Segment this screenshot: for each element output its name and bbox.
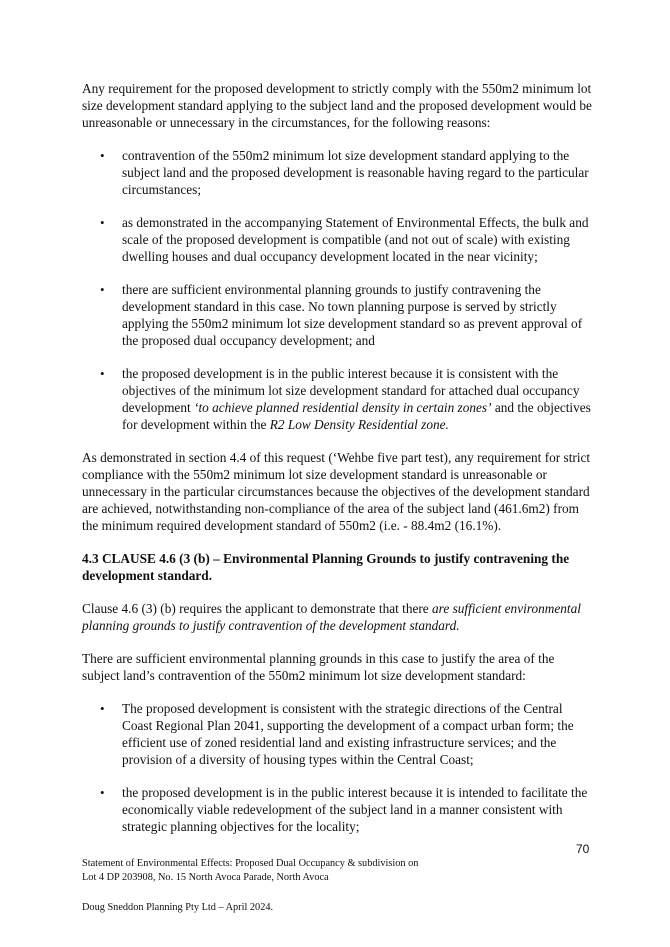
- list-item: [82, 365, 594, 433]
- bullet-icon: •: [100, 148, 105, 163]
- bullet-icon: •: [100, 785, 105, 800]
- reason-text: contravention of the 550m2 minimum lot size development standard applying to the subject land and the proposed development is reasonable having regard to the particular circumstances;: [122, 148, 589, 197]
- footer-document-title: Statement of Environmental Effects: Proposed Dual Occupancy & subdivision on: [82, 858, 419, 869]
- reason-text-part: the proposed development is in the public interest because it is consistent with the objectives of the minimum lot size development standard for attached dual occupancy development: [122, 366, 580, 415]
- ground-text: the proposed development is in the public interest because it is intended to facilitate the economically viable redevelopment of the subject land in a manner consistent with strategic planning objectives for the locality;: [122, 785, 588, 834]
- bullet-icon: •: [100, 215, 105, 230]
- zone-name: R2 Low Density Residential zone.: [269, 417, 449, 432]
- reason-text: [122, 366, 591, 432]
- bullet-icon: •: [100, 282, 105, 297]
- reasons-list: [82, 147, 594, 433]
- bullet-icon: •: [100, 701, 105, 716]
- list-item: [82, 281, 594, 349]
- reason-text-part: and the objectives for development within the: [122, 400, 591, 432]
- list-item: [82, 214, 594, 265]
- clause-paragraph: [82, 600, 594, 634]
- clause-italic: are sufficient environmental planning grounds to justify contravention of the development standard.: [82, 601, 581, 633]
- section-heading: 4.3 CLAUSE 4.6 (3 (b) – Environmental Planning Grounds to justify contravening the development standard.: [82, 551, 570, 583]
- list-item: [82, 700, 594, 768]
- list-item: [82, 784, 594, 835]
- footer-author: Doug Sneddon Planning Pty Ltd – April 2024.: [82, 902, 274, 913]
- reason-text: there are sufficient environmental planning grounds to justify contravening the development standard in this case. No town planning purpose is served by strictly applying the 550m2 minimum lot size development standard so as prevent approval of the proposed dual occupancy development; and: [122, 282, 583, 348]
- grounds-paragraph: There are sufficient environmental planning grounds in this case to justify the area of the subject land’s contravention of the 550m2 minimum lot size development standard:: [82, 651, 555, 683]
- ground-text: The proposed development is consistent with the strategic directions of the Central Coast Regional Plan 2041, supporting the development of a compact urban form; the efficient use of zoned residential land and existing infrastructure services; and the provision of a diversity of housing types within the Central Coast;: [122, 701, 574, 767]
- reason-text: as demonstrated in the accompanying Statement of Environmental Effects, the bulk and scale of the proposed development is compatible (and not out of scale) with existing dwelling houses and dual occupancy development located in the near vicinity;: [122, 215, 589, 264]
- demonstrated-paragraph: As demonstrated in section 4.4 of this request (‘Wehbe five part test), any requirement for strict compliance with the 550m2 minimum lot size development standard is unreasonable or unnecessary in the particular circumstances because the objectives of the development standard are achieved, notwithstanding non-compliance of the area of the subject land (461.6m2) from the minimum required development standard of 550m2 (i.e. - 88.4m2 (16.1%).: [82, 450, 591, 533]
- intro-paragraph: Any requirement for the proposed development to strictly comply with the 550m2 minimum lot size development standard applying to the subject land and the proposed development would be unreasonable or unnecessary in the circumstances, for the following reasons:: [82, 81, 592, 130]
- page-number: 70: [576, 842, 590, 856]
- grounds-list: [82, 700, 594, 835]
- list-item: [82, 147, 594, 198]
- page-footer: [82, 857, 602, 915]
- bullet-icon: •: [100, 366, 105, 381]
- footer-property-address: Lot 4 DP 203908, No. 15 North Avoca Parade, North Avoca: [82, 872, 329, 883]
- clause-text: Clause 4.6 (3) (b) requires the applicant to demonstrate that there: [82, 601, 433, 616]
- document-body: [82, 80, 594, 851]
- reason-italic-quote: ‘to achieve planned residential density in certain zones’: [194, 400, 492, 415]
